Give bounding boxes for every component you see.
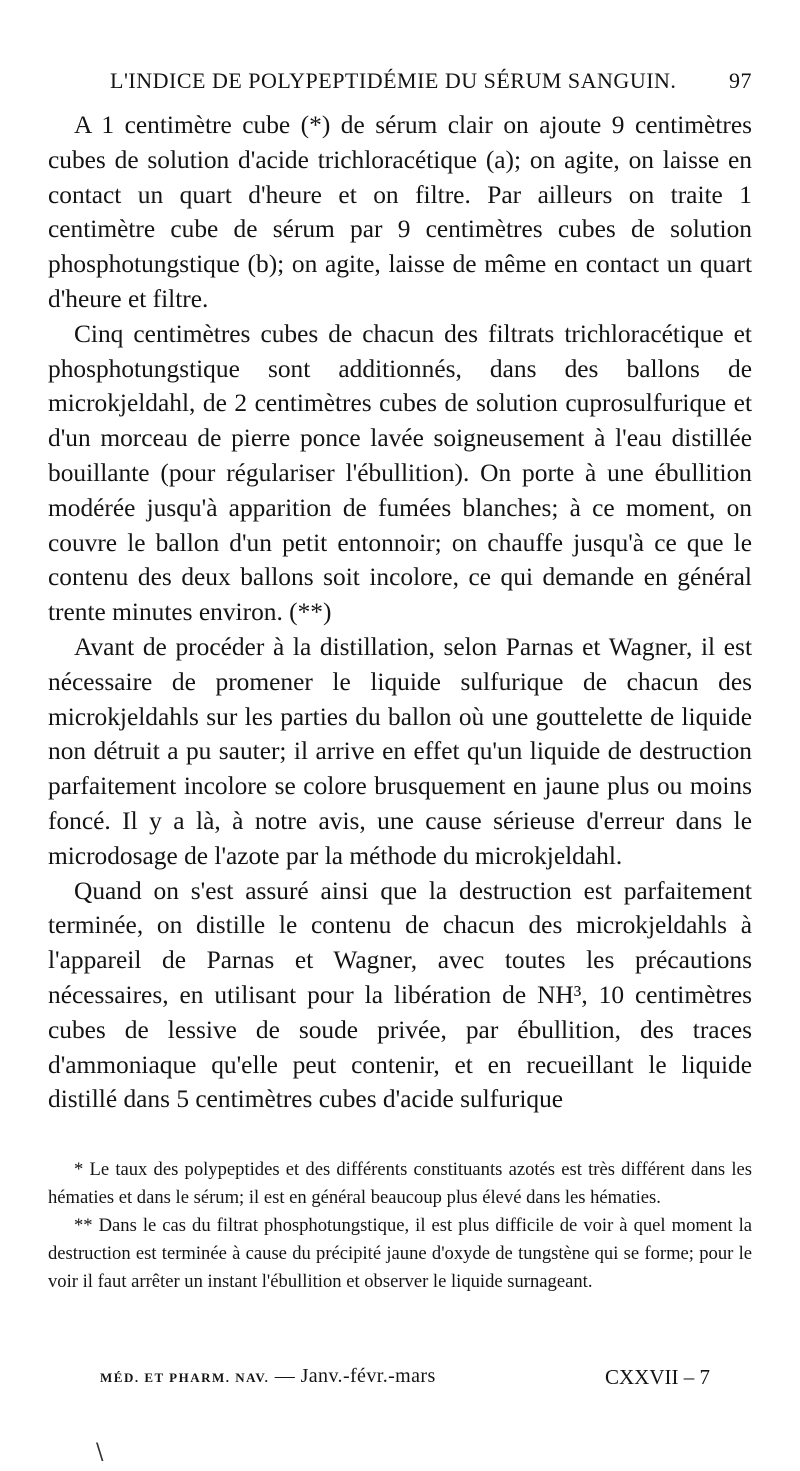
stray-mark: \	[96, 1440, 104, 1465]
issue-date: Janv.-févr.-mars	[300, 1365, 436, 1387]
footnote: ** Dans le cas du filtrat phosphotungstique, il est plus difficile de voir à quel moment la destruction est terminée à cause du précipité jaune d'oxyde de tungstène qui se forme; pour le voir il faut arrêter un instant l'ébullition et observer le liquide surnageant.	[48, 1215, 752, 1292]
footer-dash: —	[274, 1365, 296, 1387]
body-text	[48, 108, 752, 1117]
signature-mark: CXXVII – 7	[605, 1365, 710, 1389]
footer-citation	[100, 1365, 436, 1388]
footnote: * Le taux des polypeptides et des différents constituants azotés est très différent dans les hématies et dans le sérum; il est en général beaucoup plus élevé dans les hématies.	[48, 1159, 752, 1208]
journal-abbrev: MÉD. ET PHARM. NAV.	[100, 1370, 270, 1385]
paragraph: Cinq centimètres cubes de chacun des filtrats trichloracétique et phosphotungstique sont additionnés, dans des ballons de microkjeldahl, de 2 centimètres cubes de solution cuprosulfurique et d'un morceau de pierre ponce lavée soigneusement à l'eau distillée bouillante (pour régulariser l'ébullition). On porte à une ébullition modérée jusqu'à apparition de fumées blanches; à ce moment, on couvre le ballon d'un petit entonnoir; on chauffe jusqu'à ce que le contenu des deux ballons soit incolore, ce qui demande en général trente minutes environ. (**)	[48, 319, 752, 627]
paragraph: Quand on s'est assuré ainsi que la destruction est parfaitement terminée, on distille le contenu de chacun des microkjeldahls à l'appareil de Parnas et Wagner, avec toutes les précautions nécessaires, en utilisant pour la libération de NH³, 10 centimètres cubes de lessive de soude privée, par ébullition, des traces d'ammoniaque qu'elle peut contenir, et en recueillant le liquide distillé dans 5 centimètres cubes d'acide sulfurique	[48, 876, 752, 1114]
page-number: 97	[729, 68, 752, 93]
footnotes	[48, 1156, 752, 1296]
paragraph: A 1 centimètre cube (*) de sérum clair on ajoute 9 centimètres cubes de solution d'acide trichloracétique (a); on agite, on laisse en contact un quart d'heure et on filtre. Par ailleurs on traite 1 centimètre cube de sérum par 9 centimètres cubes de solution phosphotungstique (b); on agite, laisse de même en contact un quart d'heure et filtre.	[48, 111, 752, 313]
running-title: L'INDICE DE POLYPEPTIDÉMIE DU SÉRUM SANGUIN.	[110, 68, 677, 93]
paragraph: Avant de procéder à la distillation, selon Parnas et Wagner, il est nécessaire de promener le liquide sulfurique de chacun des microkjeldahls sur les parties du ballon où une gouttelette de liquide non détruit a pu sauter; il arrive en effet qu'un liquide de destruction parfaitement incolore se colore brusquement en jaune plus ou moins foncé. Il y a là, à notre avis, une cause sérieuse d'erreur dans le microdosage de l'azote par la méthode du microkjeldahl.	[48, 632, 752, 870]
